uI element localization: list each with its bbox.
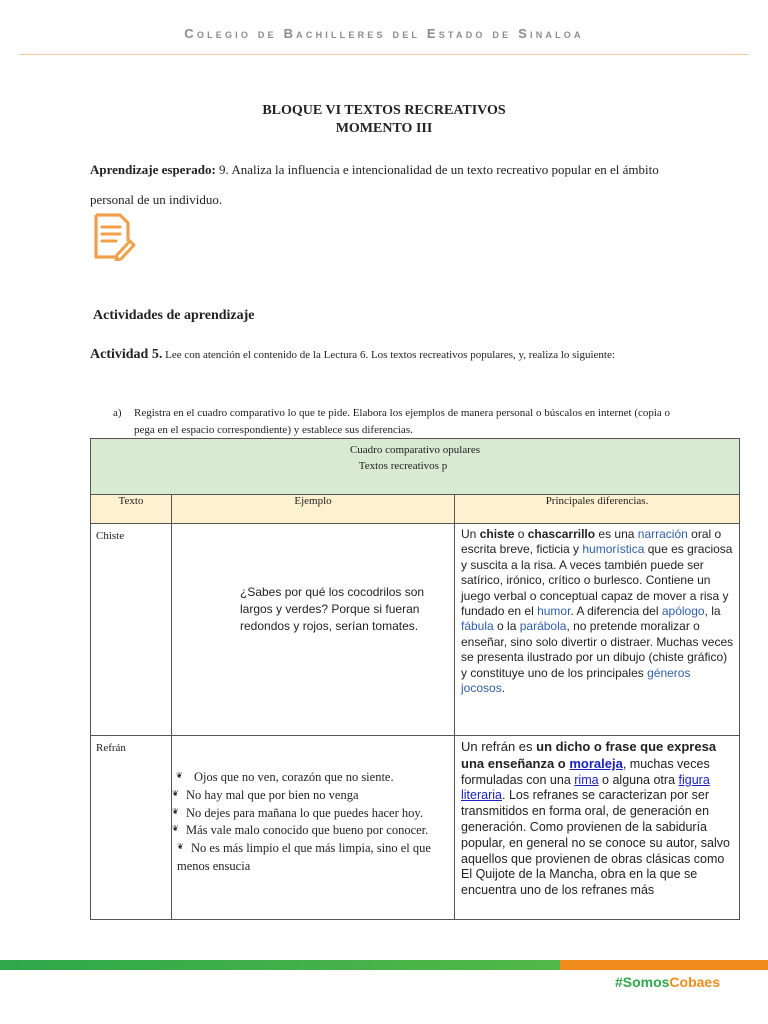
aprendizaje-text: 9. Analiza la influencia e intencionalidad de un texto recreativo popular en el ámbito personal de un individuo. bbox=[90, 162, 659, 207]
document-edit-icon bbox=[90, 211, 136, 261]
hashtag-somos: Somos bbox=[622, 974, 670, 990]
list-item bbox=[172, 769, 450, 787]
table-title-row bbox=[91, 439, 740, 495]
link-parabola[interactable]: parábola bbox=[519, 619, 567, 634]
link-apologo[interactable]: apólogo bbox=[661, 604, 705, 619]
cell-ejemplo-chiste: ¿Sabes por qué los cocodrilos son largos y verdes? Porque si fueran redondos y rojos, serían tomates. bbox=[172, 524, 455, 736]
block-title: BLOQUE VI TEXTOS RECREATIVOS bbox=[262, 103, 506, 118]
link-generos-jocosos[interactable]: géneros jocosos bbox=[461, 665, 691, 696]
link-rima[interactable]: rima bbox=[574, 772, 599, 787]
dif-text: . Los refranes se caracterizan por ser transmitidos en forma oral, de generación en generación. Como provienen de la sabiduría popular, en general no se conoce su autor, salvo aquellos que provienen de obras clásicas como El Quijote de la Mancha, obra en la que se encuentra uno de los refranes más bbox=[461, 788, 730, 898]
link-moraleja[interactable]: moraleja bbox=[569, 755, 623, 771]
dif-text: o alguna otra bbox=[598, 772, 679, 787]
dif-text: que es graciosa y suscita a la risa. A veces también puede ser satírico, irónico, crítico o burlesco. Contiene un juego verbal o conceptual capaz de mover a risa y fundado en el bbox=[461, 542, 733, 619]
instruction-item-a bbox=[113, 405, 693, 439]
link-humoristica[interactable]: humorística bbox=[582, 542, 645, 557]
page-header bbox=[0, 0, 768, 62]
refran-text: Ojos que no ven, corazón que no siente. bbox=[194, 770, 394, 784]
bullet-icon: ❦ bbox=[172, 806, 179, 816]
dif-text: es una bbox=[595, 527, 638, 541]
list-item bbox=[172, 787, 450, 805]
col-header-ejemplo: Ejemplo bbox=[172, 495, 455, 524]
bullet-icon: ❦ bbox=[177, 842, 184, 852]
dif-text: oral o escrita breve, ficticia y bbox=[461, 527, 722, 557]
actividad-5-text: Lee con atención el contenido de la Lectura 6. Los textos recreativos populares, y, realiza lo siguiente: bbox=[162, 349, 615, 361]
moment-title: MOMENTO III bbox=[335, 121, 433, 136]
bullet-icon: ❦ bbox=[176, 771, 183, 780]
actividades-heading: Actividades de aprendizaje bbox=[93, 308, 255, 323]
link-fabula[interactable]: fábula bbox=[461, 619, 494, 634]
aprendizaje-label: Aprendizaje esperado: bbox=[90, 162, 216, 177]
col-header-diferencias: Principales diferencias. bbox=[455, 495, 740, 524]
dif-text: , no pretende moralizar o enseñar, sino solo divertir o distraer. Muchas veces se presenta ilustrado por un dibujo (chiste gráfico) y constituye uno de los principales bbox=[461, 619, 734, 680]
dif-text: . A diferencia del bbox=[570, 604, 662, 619]
list-item bbox=[172, 822, 450, 840]
dif-bold-chiste: chiste bbox=[479, 527, 515, 541]
table-row bbox=[91, 524, 740, 736]
table-title-line1: Cuadro comparativo opulares bbox=[349, 444, 481, 456]
list-item bbox=[172, 805, 450, 823]
refran-text: Más vale malo conocido que bueno por conocer. bbox=[186, 823, 429, 838]
table-row bbox=[91, 736, 740, 920]
institution-name: Colegio de Bachilleres del Estado de Sinaloa bbox=[184, 26, 584, 41]
list-item bbox=[172, 840, 450, 876]
cell-texto-chiste: Chiste bbox=[91, 524, 172, 736]
table-title-cell bbox=[91, 439, 740, 495]
item-a-label: a) bbox=[113, 407, 122, 419]
dif-text: , la bbox=[704, 604, 721, 619]
hashtag-symbol: # bbox=[614, 974, 623, 990]
footer-bar-orange bbox=[560, 960, 768, 970]
hashtag-cobaes: Cobaes bbox=[669, 974, 720, 990]
link-narracion[interactable]: narración bbox=[637, 527, 688, 541]
dif-bold-chascarrillo: chascarrillo bbox=[527, 527, 596, 541]
dif-bold-text: un dicho o frase que expresa una enseñanza o bbox=[461, 739, 717, 771]
bullet-icon: ❦ bbox=[172, 788, 179, 798]
dif-text: , muchas veces formuladas con una bbox=[461, 756, 710, 787]
dif-text: Un refrán es bbox=[461, 739, 537, 754]
refran-text: No hay mal que por bien no venga bbox=[186, 787, 359, 802]
link-humor[interactable]: humor bbox=[537, 604, 571, 619]
actividad-5-label: Actividad 5. bbox=[90, 347, 163, 362]
dif-text: o la bbox=[493, 619, 520, 634]
col-header-texto: Texto bbox=[91, 495, 172, 524]
aprendizaje-esperado bbox=[90, 155, 670, 215]
somos-cobaes-hashtag bbox=[615, 974, 720, 990]
dif-text: o bbox=[514, 527, 528, 541]
link-figura-literaria[interactable]: figura literaria bbox=[461, 772, 710, 803]
actividad-5 bbox=[90, 346, 680, 364]
footer-color-bar bbox=[0, 960, 768, 970]
dif-text: Un bbox=[461, 527, 480, 541]
table-header-row bbox=[91, 495, 740, 524]
table-title-line2: Textos recreativos p bbox=[358, 460, 448, 472]
item-a-text: Registra en el cuadro comparativo lo que te pide. Elabora los ejemplos de manera personal o búscalos en internet (copia o pega en el espacio correspondiente) y establece sus diferencias. bbox=[134, 407, 671, 436]
cell-diferencias-refran bbox=[455, 736, 740, 920]
comparison-table bbox=[90, 438, 740, 920]
cell-texto-refran: Refrán bbox=[91, 736, 172, 920]
header-divider bbox=[20, 54, 748, 55]
dif-text: . bbox=[501, 681, 506, 696]
footer-bar-green bbox=[0, 960, 560, 970]
cell-ejemplo-refran bbox=[172, 736, 455, 920]
cell-diferencias-chiste bbox=[455, 524, 740, 736]
refran-text: No dejes para mañana lo que puedes hacer hoy. bbox=[186, 805, 423, 820]
bullet-icon: ❦ bbox=[172, 824, 179, 834]
refran-text: No es más limpio el que más limpia, sino el que menos ensucia bbox=[177, 841, 431, 873]
